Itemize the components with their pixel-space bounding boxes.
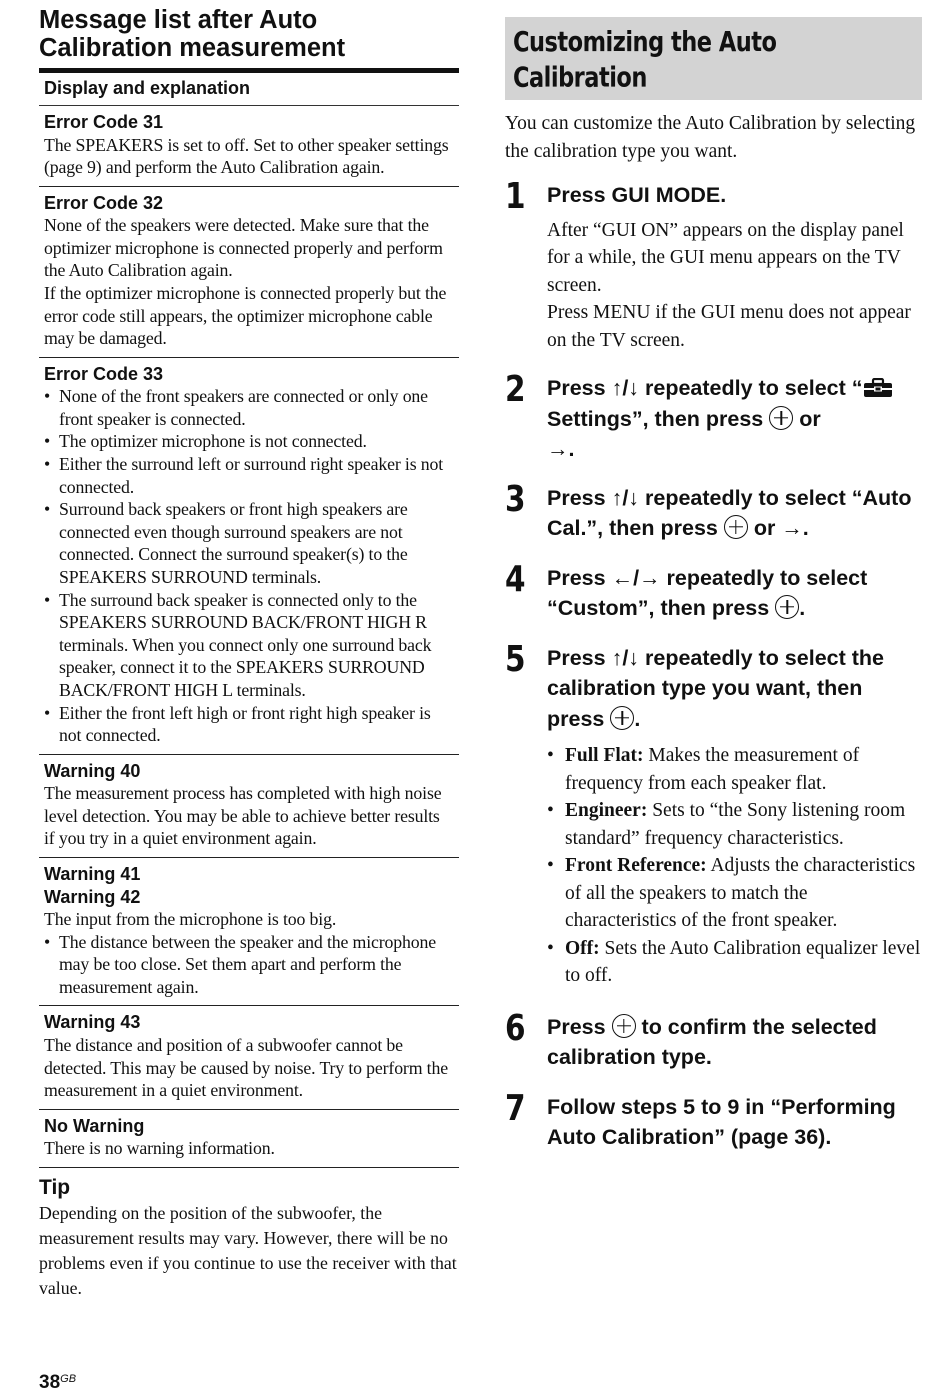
step-heading: Press GUI MODE. — [547, 183, 727, 207]
message-description: The distance and position of a subwoofer cannot be detected. This may be caused by noise. Try to perform the measurement in a quiet environment. — [44, 1034, 448, 1101]
right-arrow-icon: → — [547, 437, 569, 461]
option-description: Makes the measurement of frequency from each speaker flat. — [565, 745, 860, 794]
up-down-arrows-icon: ↑/↓ — [611, 645, 640, 670]
step-number: 4 — [505, 558, 526, 600]
enter-button-icon — [612, 1014, 636, 1038]
step-heading: Press ↑/↓ repeatedly to select “ Settings”, then press or →. — [547, 373, 922, 465]
message-code: Warning 43 — [44, 1012, 141, 1033]
list-item: • Surround back speakers or front high speakers are connected even though surround speakers are not connected. Connect the surround speaker(s) to the SPEAKERS SURROUND terminals. — [44, 498, 454, 588]
table-row — [39, 858, 459, 1006]
message-description: None of the speakers were detected. Make sure that the optimizer microphone is connected properly and perform the Auto Calibration again. — [44, 215, 443, 281]
step-number: 2 — [505, 369, 526, 410]
message-code: Error Code 31 — [44, 112, 164, 132]
up-down-arrows-icon: ↑/↓ — [611, 485, 640, 510]
table-row — [39, 106, 459, 187]
message-description: The measurement process has completed with high noise level detection. You may be able to achieve better results if you try in a quiet environment again. — [44, 783, 442, 849]
option-term: Front Reference: — [565, 855, 707, 876]
table-row — [39, 187, 459, 358]
message-description: There is no warning information. — [44, 1138, 275, 1159]
option-term: Full Flat: — [565, 745, 644, 766]
tip-text: Depending on the position of the subwoofer, the measurement results may vary. However, there will be no problems even if you continue to use the receiver with that value. — [39, 1202, 457, 1298]
section-title-line-2: Calibration — [513, 60, 647, 94]
step-body — [547, 217, 922, 355]
message-list-section — [39, 6, 459, 1301]
left-right-arrows-icon: ←/→ — [611, 565, 661, 590]
list-item: • The distance between the speaker and the microphone may be too close. Set them apart and perform the measurement again. — [44, 931, 454, 999]
table-row — [39, 1006, 459, 1109]
list-item — [547, 797, 922, 852]
page-number-value: 38 — [39, 1372, 61, 1393]
bullet-list — [44, 385, 454, 747]
toolbox-icon — [863, 378, 893, 398]
option-term: Engineer: — [565, 800, 648, 821]
message-code: Error Code 32 — [44, 192, 164, 213]
section-heading-box — [505, 17, 922, 100]
step-1 — [505, 176, 922, 354]
step-number: 1 — [505, 176, 526, 217]
enter-button-icon — [610, 706, 634, 730]
step-heading: Press ↑/↓ repeatedly to select “Auto Cal.”, then press or →. — [547, 485, 912, 540]
section-title-line-1: Customizing the Auto — [513, 25, 777, 58]
step-6 — [505, 1007, 922, 1073]
list-item: • Either the surround left or surround right speaker is not connected. — [44, 453, 454, 498]
step-body-text-2: Press MENU if the GUI menu does not appear on the TV screen. — [547, 302, 911, 351]
step-5 — [505, 638, 922, 990]
step-7 — [505, 1087, 922, 1153]
table-row — [39, 358, 459, 755]
bullet-list — [44, 931, 454, 999]
enter-button-icon — [769, 406, 793, 430]
table-row — [39, 755, 459, 858]
step-heading: Press ←/→ repeatedly to select “Custom”, then press . — [547, 565, 868, 620]
enter-button-icon — [724, 515, 748, 539]
step-heading: Follow steps 5 to 9 in “Performing Auto Calibration” (page 36). — [547, 1094, 896, 1149]
message-code: No Warning — [44, 1115, 145, 1136]
message-description: The SPEAKERS is set to off. Set to other speaker settings (page 9) and perform the Auto Calibration again. — [44, 134, 449, 178]
page-number — [39, 1372, 76, 1394]
step-2 — [505, 369, 922, 465]
option-description: Sets the Auto Calibration equalizer level to off. — [565, 937, 921, 986]
enter-button-icon — [775, 595, 799, 619]
list-item: • None of the front speakers are connected or only one front speaker is connected. — [44, 385, 454, 430]
title-line-2: Calibration measurement — [39, 34, 346, 62]
step-3 — [505, 478, 922, 544]
list-item — [547, 935, 922, 990]
section-title — [513, 24, 914, 96]
option-description: Sets to “the Sony listening room standard” frequency characteristics. — [565, 800, 906, 849]
list-item — [547, 852, 922, 935]
tip-title: Tip — [39, 1175, 71, 1199]
list-item: • Either the front left high or front right high speaker is not connected. — [44, 702, 454, 747]
page-number-suffix: GB — [60, 1373, 77, 1385]
table-header: Display and explanation — [39, 73, 459, 106]
right-arrow-icon: → — [781, 516, 803, 540]
list-item: • The surround back speaker is connected only to the SPEAKERS SURROUND BACK/FRONT HIGH R terminals. When you connect only one surround back speaker, connect it to the SPEAKERS SURROUND BACK/FRONT HIGH L terminals. — [44, 589, 454, 702]
message-code: Warning 40 — [44, 760, 141, 781]
step-number: 6 — [505, 1007, 526, 1049]
message-code: Warning 42 — [44, 886, 141, 907]
page-title — [39, 6, 459, 73]
step-number: 7 — [505, 1087, 526, 1129]
calibration-type-list — [547, 742, 922, 990]
title-line-1: Message list after Auto — [39, 6, 318, 34]
list-item — [547, 742, 922, 797]
step-heading: Press ↑/↓ repeatedly to select the calibration type you want, then press . — [547, 645, 884, 731]
message-code: Error Code 33 — [44, 363, 164, 384]
step-number: 5 — [505, 638, 526, 680]
customizing-section — [505, 17, 922, 1153]
intro-text: You can customize the Auto Calibration by selecting the calibration type you want. — [505, 113, 916, 162]
message-description: The input from the microphone is too big. — [44, 909, 337, 930]
table-row — [39, 1110, 459, 1168]
option-description: Adjusts the characteristics of all the speakers to match the characteristics of the front speaker. — [565, 855, 916, 931]
list-item: • The optimizer microphone is not connected. — [44, 430, 454, 453]
step-heading: Press to confirm the selected calibration type. — [547, 1014, 877, 1069]
step-4 — [505, 558, 922, 624]
option-term: Off: — [565, 937, 600, 959]
message-code: Warning 41 — [44, 864, 141, 885]
step-body-text: After “GUI ON” appears on the display panel for a while, the GUI menu appears on the TV screen. — [547, 219, 904, 296]
message-description-2: If the optimizer microphone is connected properly but the error code still appears, the optimizer microphone cable may be damaged. — [44, 282, 447, 349]
step-number: 3 — [505, 478, 526, 520]
up-down-arrows-icon: ↑/↓ — [611, 376, 640, 400]
